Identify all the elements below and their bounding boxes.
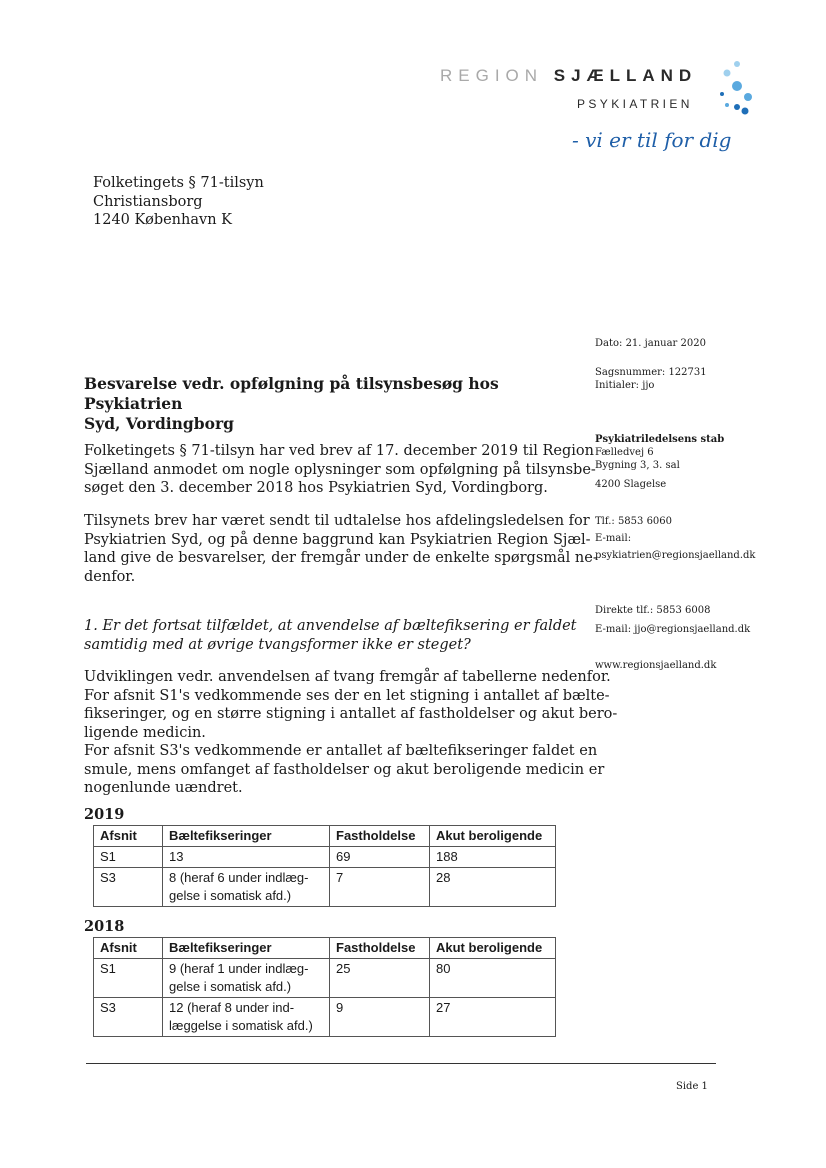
header-fastholdelse: Fastholdelse bbox=[330, 938, 430, 959]
year-heading-2019: 2019 bbox=[84, 806, 125, 823]
date: Dato: 21. januar 2020 bbox=[595, 338, 706, 349]
table-row bbox=[94, 847, 556, 868]
cell-fast: 25 bbox=[330, 959, 430, 998]
logo-dot bbox=[724, 70, 731, 77]
website-link[interactable]: www.regionsjaelland.dk bbox=[595, 660, 717, 671]
logo-wordmark bbox=[440, 66, 697, 86]
cell-fast: 9 bbox=[330, 998, 430, 1037]
logo-slogan: - vi er til for dig bbox=[572, 128, 732, 152]
phone: Tlf.: 5853 6060 bbox=[595, 516, 673, 527]
cell-line: 13 bbox=[169, 849, 184, 864]
initials: Initialer: jjo bbox=[595, 380, 655, 391]
header-baeltefikseringer: Bæltefikseringer bbox=[163, 826, 330, 847]
question-line: samtidig med at øvrige tvangsformer ikke er steget? bbox=[84, 636, 471, 653]
paragraph-line: Udviklingen vedr. anvendelsen af tvang fremgår af tabellerne nedenfor. bbox=[84, 669, 611, 685]
title-line: Besvarelse vedr. opfølgning på tilsynsbesøg hos Psykiatrien bbox=[84, 374, 499, 413]
address-line: 1240 København K bbox=[93, 212, 232, 228]
paragraph-context bbox=[84, 512, 598, 586]
cell-afsnit: S3 bbox=[94, 998, 163, 1037]
email-label: E-mail: bbox=[595, 533, 632, 544]
cell-afsnit: S1 bbox=[94, 959, 163, 998]
paragraph-line: For afsnit S1's vedkommende ses der en let stigning i antallet af bælte- bbox=[84, 687, 610, 704]
cell-baelte bbox=[163, 998, 330, 1037]
cell-line: gelse i somatisk afd.) bbox=[169, 979, 292, 994]
cell-line: 8 (heraf 6 under indlæg- bbox=[169, 870, 309, 885]
paragraph-line: smule, mens omfanget af fastholdelser og akut beroligende medicin er bbox=[84, 761, 605, 778]
paragraph-line: ligende medicin. bbox=[84, 724, 206, 741]
table-2018 bbox=[93, 937, 556, 1037]
paragraph-line: Sjælland anmodet om nogle oplysninger som opfølgning på tilsynsbe- bbox=[84, 461, 596, 478]
logo-region-text: REGION bbox=[440, 66, 544, 85]
table-header-row bbox=[94, 826, 556, 847]
recipient-address bbox=[93, 174, 264, 230]
paragraph-answer bbox=[84, 668, 618, 798]
logo-dots-icon bbox=[712, 56, 760, 126]
paragraph-intro bbox=[84, 442, 596, 498]
cell-akut: 27 bbox=[430, 998, 556, 1037]
header-akut-beroligende: Akut beroligende bbox=[430, 826, 556, 847]
header-akut-beroligende: Akut beroligende bbox=[430, 938, 556, 959]
cell-baelte bbox=[163, 959, 330, 998]
paragraph-line: For afsnit S3's vedkommende er antallet af bæltefikseringer faldet en bbox=[84, 743, 598, 759]
cell-akut: 28 bbox=[430, 868, 556, 907]
header-afsnit: Afsnit bbox=[94, 938, 163, 959]
header-afsnit: Afsnit bbox=[94, 826, 163, 847]
street: Fælledvej 6 bbox=[595, 447, 654, 458]
header-baeltefikseringer: Bæltefikseringer bbox=[163, 938, 330, 959]
question-line: 1. Er det fortsat tilfældet, at anvendelse af bæltefiksering er faldet bbox=[84, 618, 577, 634]
cell-fast: 69 bbox=[330, 847, 430, 868]
title-line: Syd, Vordingborg bbox=[84, 414, 234, 433]
table-header-row bbox=[94, 938, 556, 959]
header-fastholdelse: Fastholdelse bbox=[330, 826, 430, 847]
footer-divider bbox=[86, 1063, 716, 1064]
direct-phone: Direkte tlf.: 5853 6008 bbox=[595, 605, 711, 616]
direct-email[interactable]: E-mail: jjo@regionsjaelland.dk bbox=[595, 624, 751, 635]
cell-line: gelse i somatisk afd.) bbox=[169, 888, 292, 903]
year-heading-2018: 2018 bbox=[84, 918, 125, 935]
page-number: Side 1 bbox=[676, 1081, 708, 1092]
paragraph-line: nogenlunde uændret. bbox=[84, 780, 243, 796]
logo-dot bbox=[734, 61, 740, 67]
paragraph-line: Folketingets § 71-tilsyn har ved brev af 17. december 2019 til Region bbox=[84, 443, 594, 459]
paragraph-line: søget den 3. december 2018 hos Psykiatrien Syd, Vordingborg. bbox=[84, 480, 548, 496]
cell-afsnit: S1 bbox=[94, 847, 163, 868]
logo-dot bbox=[744, 93, 752, 101]
logo-psykiatrien-text: PSYKIATRIEN bbox=[577, 97, 693, 111]
table-row bbox=[94, 959, 556, 998]
cell-line: 12 (heraf 8 under ind- bbox=[169, 1000, 295, 1015]
question-1 bbox=[84, 617, 577, 654]
city: 4200 Slagelse bbox=[595, 479, 667, 490]
cell-baelte bbox=[163, 868, 330, 907]
address-line: Folketingets § 71-tilsyn bbox=[93, 175, 264, 191]
cell-akut: 80 bbox=[430, 959, 556, 998]
logo-dot bbox=[725, 103, 729, 107]
paragraph-line: denfor. bbox=[84, 568, 136, 585]
logo-dot bbox=[720, 92, 724, 96]
logo-dot bbox=[734, 104, 740, 110]
table-2019 bbox=[93, 825, 556, 907]
table-row bbox=[94, 998, 556, 1037]
logo-dot bbox=[732, 81, 742, 91]
paragraph-line: land give de besvarelser, der fremgår under de enkelte spørgsmål ne- bbox=[84, 550, 598, 566]
address-line: Christiansborg bbox=[93, 193, 203, 210]
cell-fast: 7 bbox=[330, 868, 430, 907]
logo-sjaelland-text: SJÆLLAND bbox=[553, 66, 698, 85]
paragraph-line: fikseringer, og en større stigning i antallet af fastholdelser og akut bero- bbox=[84, 706, 618, 722]
letter-title bbox=[84, 374, 564, 434]
paragraph-line: Psykiatrien Syd, og på denne baggrund kan Psykiatrien Region Sjæl- bbox=[84, 531, 591, 548]
cell-line: 9 (heraf 1 under indlæg- bbox=[169, 961, 309, 976]
cell-baelte bbox=[163, 847, 330, 868]
paragraph-line: Tilsynets brev har været sendt til udtalelse hos afdelingsledelsen for bbox=[84, 513, 590, 529]
table-row bbox=[94, 868, 556, 907]
building: Bygning 3, 3. sal bbox=[595, 460, 680, 471]
email-link[interactable]: psykiatrien@regionsjaelland.dk bbox=[595, 550, 756, 561]
logo-dot bbox=[742, 108, 749, 115]
cell-akut: 188 bbox=[430, 847, 556, 868]
case-number: Sagsnummer: 122731 bbox=[595, 367, 707, 378]
cell-line: læggelse i somatisk afd.) bbox=[169, 1018, 313, 1033]
department-name: Psykiatriledelsens stab bbox=[595, 434, 725, 445]
cell-afsnit: S3 bbox=[94, 868, 163, 907]
